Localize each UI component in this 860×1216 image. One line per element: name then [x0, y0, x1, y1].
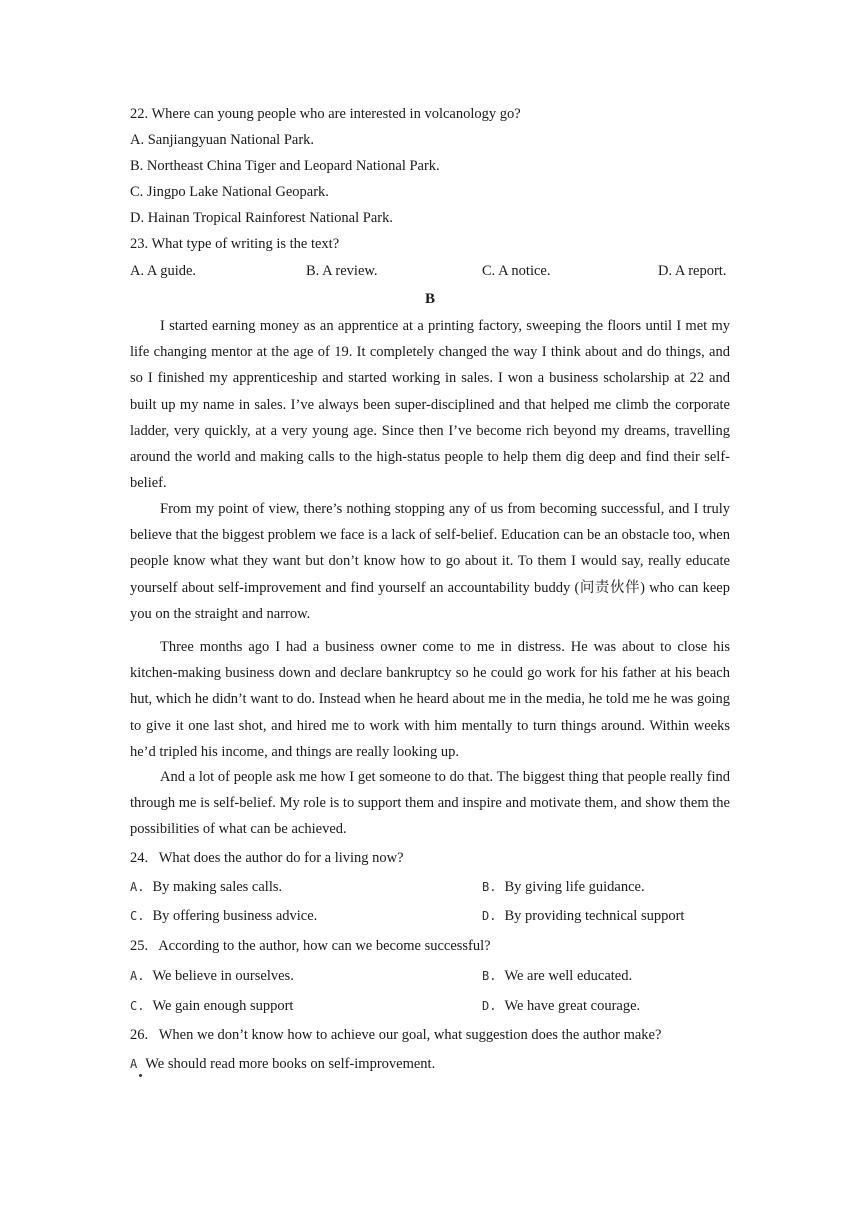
- q24-option-a: [130, 878, 282, 896]
- passage-paragraph-1: [130, 313, 730, 496]
- option-label: C.: [130, 999, 145, 1013]
- q24-option-c: [130, 907, 317, 925]
- option-text: We believe in ourselves.: [152, 968, 294, 984]
- q25-option-d: [482, 997, 640, 1015]
- paragraph-text: I started earning money as an apprentice at a printing factory, sweeping the floors until I met my life changing mentor at the age of 19. It completely changed the way I think about and do things, and so I finished my apprenticeship and started working in sales. I won a business scholarship at 22 and built up my name in sales. I’ve always been super-disciplined and that helped me climb the corporate ladder, very quickly, at a very young age. Since then I’ve become rich beyond my dreams, travelling around the world and making calls to the high-status people to help them dig deep and find their self-belief.: [130, 318, 730, 492]
- option-text: By giving life guidance.: [504, 879, 645, 895]
- option-label: A: [130, 1057, 138, 1071]
- option-label: C.: [130, 909, 145, 923]
- question-text: When we don’t know how to achieve our goal, what suggestion does the author make?: [158, 1027, 662, 1043]
- q25-option-c: [130, 997, 293, 1015]
- option-text: By offering business advice.: [152, 908, 318, 924]
- q25-stem: [130, 937, 491, 955]
- question-text: What does the author do for a living now?: [158, 850, 404, 866]
- q22-option-a: A. Sanjiangyuan National Park.: [130, 132, 315, 148]
- option-label: D.: [482, 999, 497, 1013]
- stray-dot: [139, 1074, 142, 1077]
- q24-stem: [130, 849, 404, 867]
- q23-option-b: B. A review.: [306, 263, 378, 279]
- q26-option-a: [130, 1055, 435, 1073]
- option-label: B.: [482, 880, 497, 894]
- question-number: 24.: [130, 850, 149, 866]
- q23-option-a: A. A guide.: [130, 263, 197, 279]
- paragraph-text: From my point of view, there’s nothing stopping any of us from becoming successful, and I truly believe that the biggest problem we face is a lack of self-belief. Education can be an obstacle too, when people know what they want but don’t know how to go about it. To them I would say, really educate yourself about self-improvement and find yourself an accountability buddy (问责伙伴) who can keep you on the straight and narrow.: [130, 501, 730, 622]
- q23-option-c: C. A notice.: [482, 263, 551, 279]
- option-text: We gain enough support: [152, 998, 294, 1014]
- q24-option-d: [482, 907, 684, 925]
- option-label: A.: [130, 880, 145, 894]
- paragraph-text: And a lot of people ask me how I get someone to do that. The biggest thing that people really find through me is self-belief. My role is to support them and inspire and motivate them, and show them the possibilities of what can be achieved.: [130, 769, 730, 838]
- option-text: We have great courage.: [504, 998, 641, 1014]
- option-text: By making sales calls.: [152, 879, 283, 895]
- q23-stem: 23. What type of writing is the text?: [130, 236, 340, 252]
- q25-option-b: [482, 967, 632, 985]
- option-text: By providing technical support: [504, 908, 685, 924]
- option-label: D.: [482, 909, 497, 923]
- q22-stem: 22. Where can young people who are interested in volcanology go?: [130, 106, 521, 122]
- option-text: We should read more books on self-improvement.: [145, 1056, 436, 1072]
- passage-paragraph-2: [130, 496, 730, 627]
- passage-paragraph-3: [130, 634, 730, 765]
- q22-option-b: B. Northeast China Tiger and Leopard National Park.: [130, 158, 440, 174]
- q23-option-d: D. A report.: [658, 263, 727, 279]
- q22-option-d: D. Hainan Tropical Rainforest National Park.: [130, 210, 393, 226]
- q22-option-c: C. Jingpo Lake National Geopark.: [130, 184, 329, 200]
- question-number: 26.: [130, 1027, 149, 1043]
- q25-option-a: [130, 967, 294, 985]
- option-label: A.: [130, 969, 145, 983]
- option-text: We are well educated.: [504, 968, 633, 984]
- question-text: According to the author, how can we become successful?: [158, 938, 491, 954]
- question-number: 25.: [130, 938, 149, 954]
- passage-paragraph-4: [130, 764, 730, 843]
- option-label: B.: [482, 969, 497, 983]
- q26-stem: [130, 1026, 661, 1044]
- q24-option-b: [482, 878, 645, 896]
- section-title: B: [424, 291, 435, 307]
- paragraph-text: Three months ago I had a business owner come to me in distress. He was about to close his kitchen-making business down and declare bankruptcy so he could go work for his father at his beach hut, which he didn’t want to do. Instead when he heard about me in the media, he told me he was going to give it one last shot, and hired me to work with him mentally to turn things around. Within weeks he’d tripled his income, and things are really looking up.: [130, 639, 730, 760]
